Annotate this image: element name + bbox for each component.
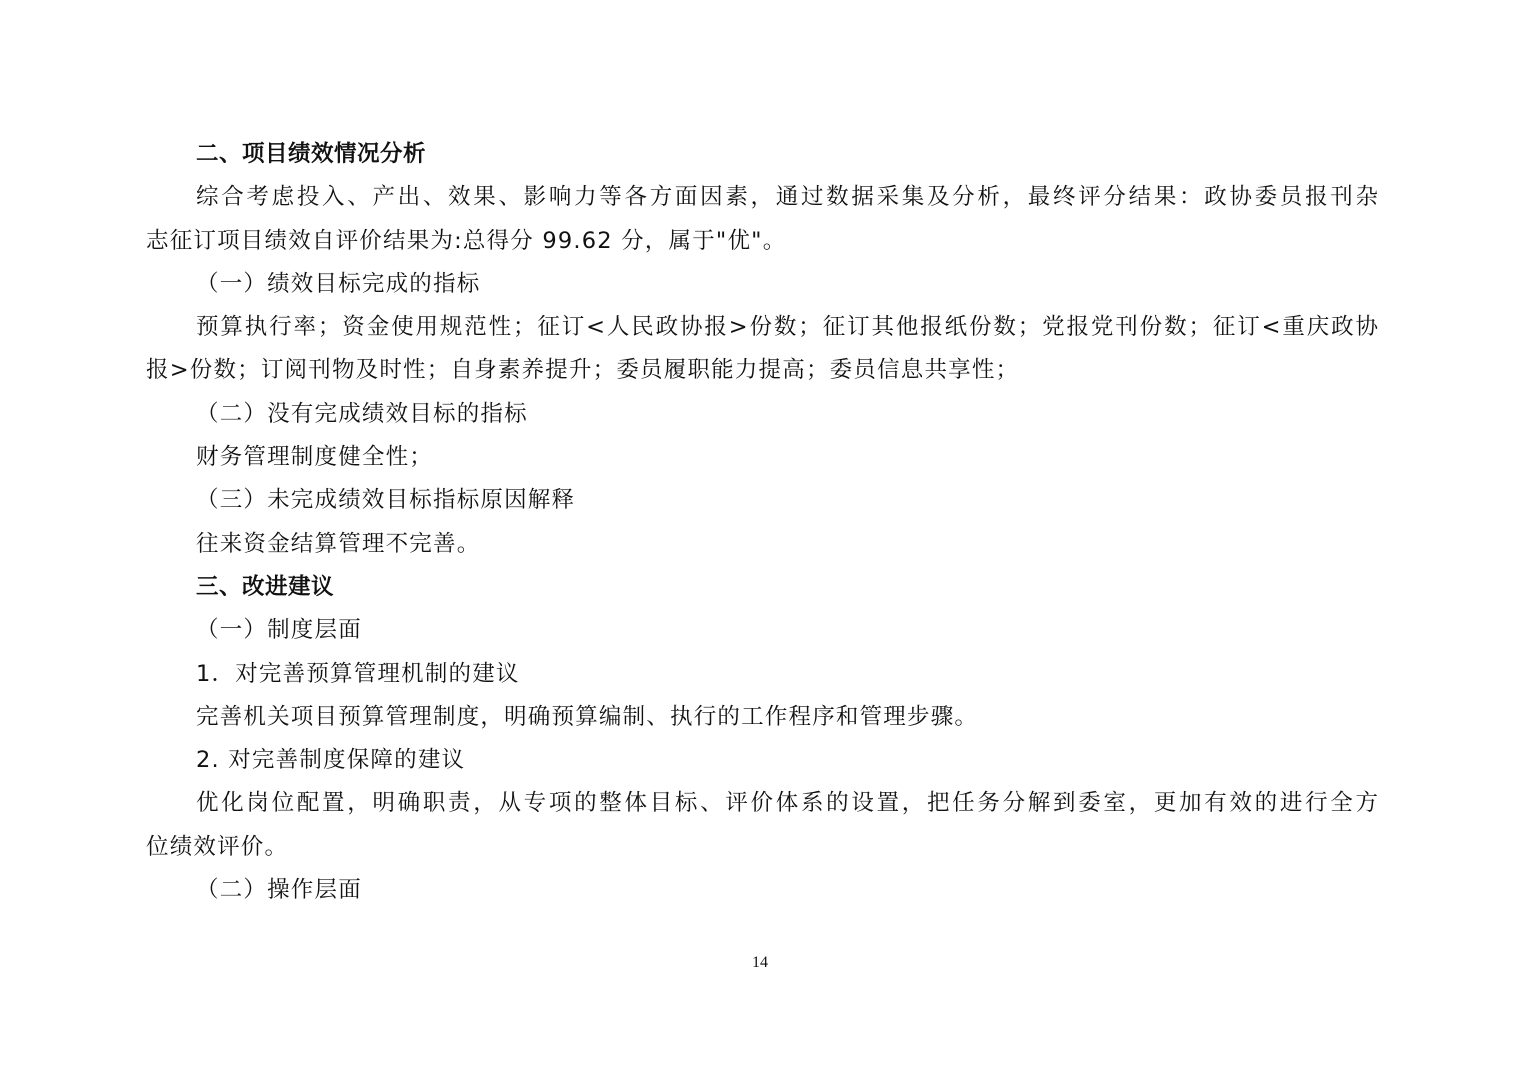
paragraph-line: 预算执行率；资金使用规范性；征订<人民政协报>份数；征订其他报纸份数；党报党刊份数；征订<重庆政协: [196, 314, 1378, 341]
paragraph-line: 志征订项目绩效自评价结果为:总得分 99.62 分，属于"优"。: [146, 227, 787, 254]
paragraph-line: 完善机关项目预算管理制度，明确预算编制、执行的工作程序和管理步骤。: [196, 703, 979, 730]
page-number: 14: [752, 954, 768, 971]
subsection-heading-operation-level: （二）操作层面: [196, 877, 362, 904]
numbered-heading-budget-mechanism: 1．对完善预算管理机制的建议: [196, 660, 520, 687]
paragraph-line: 综合考虑投入、产出、效果、影响力等各方面因素，通过数据采集及分析，最终评分结果：政协委员报刊杂: [196, 184, 1378, 211]
paragraph-line: 财务管理制度健全性；: [196, 444, 434, 471]
numbered-heading-system-guarantee: 2. 对完善制度保障的建议: [196, 747, 466, 774]
paragraph-line: 优化岗位配置，明确职责，从专项的整体目标、评价体系的设置，把任务分解到委室，更加有效的进行全方: [196, 790, 1378, 817]
section-heading-improvement-suggestions: 三、改进建议: [196, 573, 335, 600]
paragraph-line: 位绩效评价。: [146, 833, 289, 860]
subsection-heading-completed-indicators: （一）绩效目标完成的指标: [196, 270, 481, 297]
subsection-heading-system-level: （一）制度层面: [196, 617, 362, 644]
subsection-heading-reason-explanation: （三）未完成绩效目标指标原因解释: [196, 487, 576, 514]
subsection-heading-uncompleted-indicators: （二）没有完成绩效目标的指标: [196, 400, 528, 427]
paragraph-line: 报>份数；订阅刊物及时性；自身素养提升；委员履职能力提高；委员信息共享性；: [146, 357, 1020, 384]
section-heading-performance-analysis: 二、项目绩效情况分析: [196, 141, 427, 167]
document-body: [146, 133, 1378, 912]
paragraph-line: 往来资金结算管理不完善。: [196, 530, 481, 557]
